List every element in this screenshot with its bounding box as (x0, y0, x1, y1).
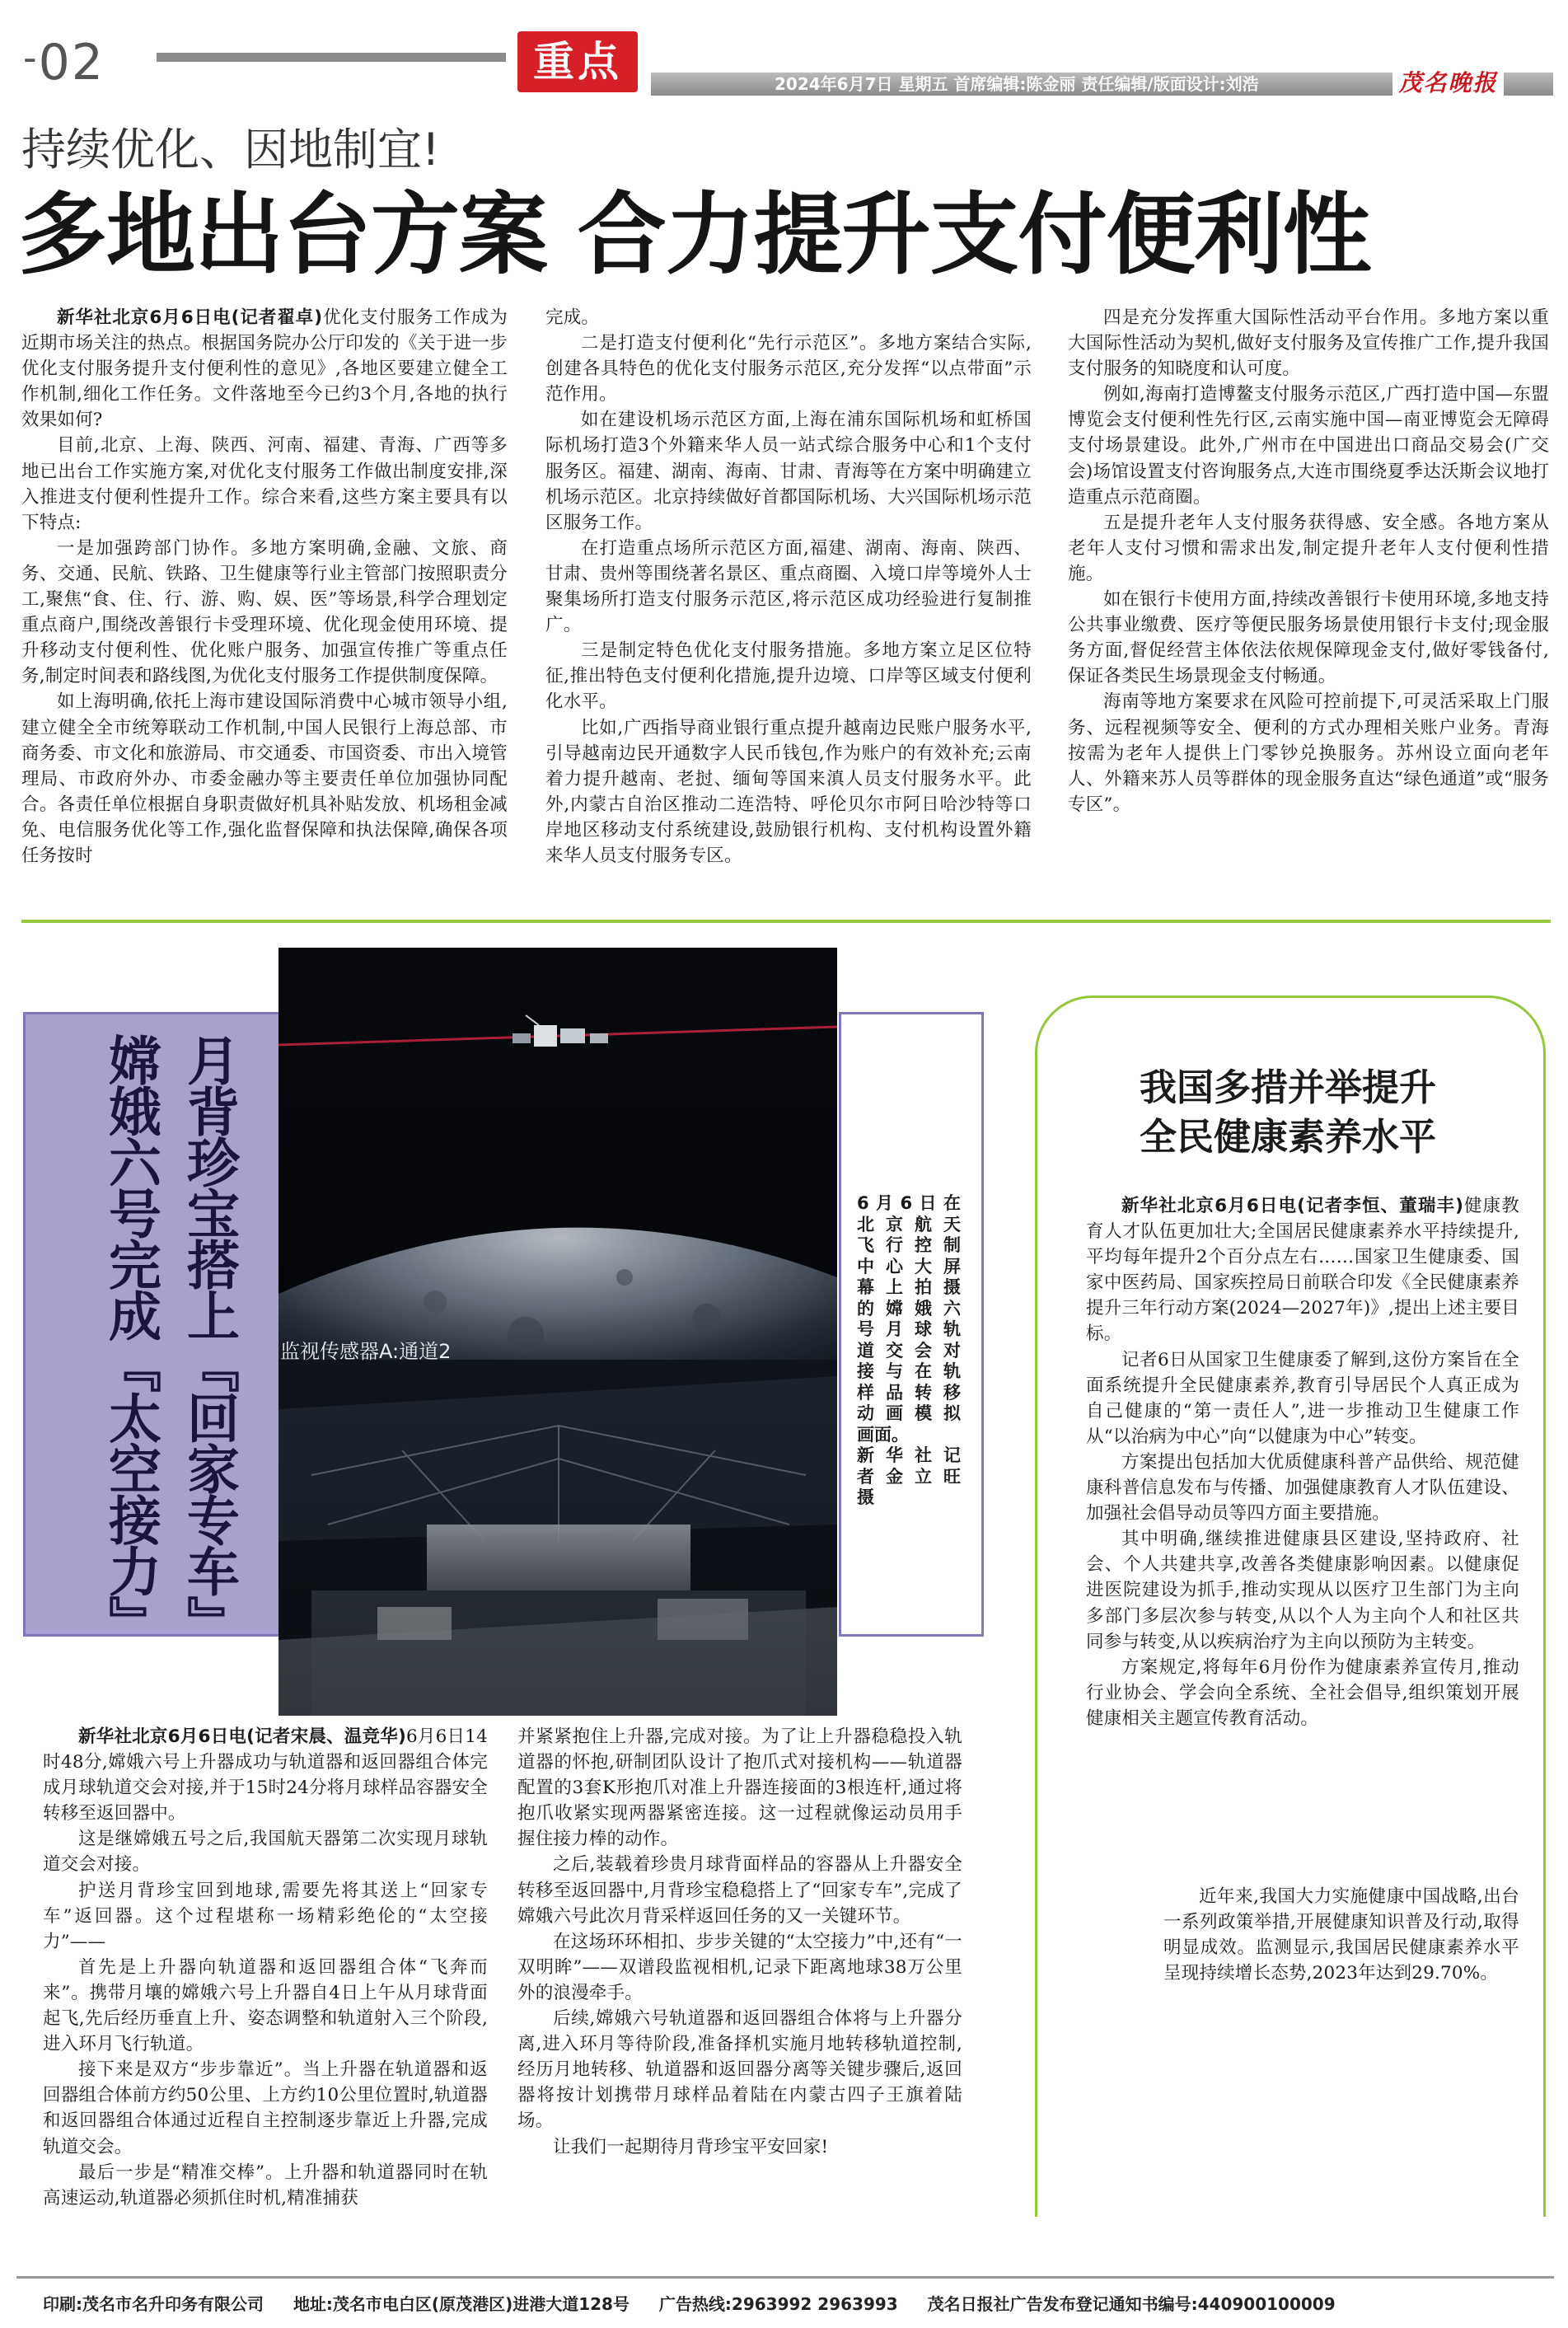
article3-headline-line1: 我国多措并举提升 (1139, 1066, 1436, 1109)
article3-frame-bottom-cover (1030, 2217, 1546, 2237)
article1-col3-p3: 五是提升老年人支付服务获得感、安全感。各地方案从老年人支付习惯和需求出发,制定提升老年人支付便利性措施。 (1068, 512, 1549, 584)
article1-col3 (1068, 305, 1549, 817)
article2-col1-p1: 6月6日14时48分,嫦娥六号上升器成功与轨道器和返回器组合体完成月球轨道交会对接,并于15时24分将月球样品容器安全转移至返回器中。 (43, 1726, 489, 1824)
header-rule-left (157, 53, 506, 62)
caption-line: 新华社记 (857, 1445, 961, 1465)
article2-col1-p6: 最后一步是“精准交棒”。上升器和轨道器同时在轨高速运动,轨道器必须抓住时机,精准捕获 (43, 2162, 488, 2209)
masthead-text: 茂名晚报 (1398, 69, 1498, 96)
footer-hotline: 广告热线:2963992 2963993 (658, 2294, 898, 2314)
article1-col2-p3: 如在建设机场示范区方面,上海在浦东国际机场和虹桥国际机场打造3个外籍来华人员一站式综合服务中心和1个支付服务区。福建、湖南、海南、甘肃、青海等在方案中明确建立机场示范区。北京持续做好首都国际机场、大兴国际机场示范区服务工作。 (545, 410, 1032, 533)
caption-line: 号月球轨 (857, 1319, 961, 1339)
footer-license: 茂名日报社广告发布登记通知书编号:440900100009 (927, 2294, 1336, 2314)
caption-line: 幕上拍摄 (857, 1277, 961, 1297)
article1-col1-p2: 目前,北京、上海、陕西、河南、福建、青海、广西等多地已出台工作实施方案,对优化支付服务工作做出制度安排,深入推进支付便利性提升工作。综合来看,这些方案主要具有以下特点: (21, 435, 508, 533)
footer-printer: 印刷:茂名市名升印务有限公司 (43, 2294, 264, 2314)
article1-col1 (21, 305, 508, 869)
article1-col3-p5: 海南等地方案要求在风险可控前提下,可灵活采取上门服务、远程视频等安全、便利的方式办理相关账户业务。青海按需为老年人提供上门零钞兑换服务。苏州设立面向老年人、外籍来苏人员等群体的现金服务直达“绿色通道”或“服务专区”。 (1068, 691, 1549, 815)
article1-col3-p4: 如在银行卡使用方面,持续改善银行卡使用环境,多地支持公共事业缴费、医疗等便民服务场景使用银行卡支付;现金服务方面,督促经营主体依法依规保障现金支付,做好零钱备付,保证各类民生场景现金支付畅通。 (1068, 589, 1549, 687)
caption-line: 中心大屏 (857, 1256, 961, 1276)
article1-col2-p5: 三是制定特色优化支付服务措施。多地方案立足区位特征,推出特色支付便利化措施,提升边境、口岸等区域支付便利化水平。 (545, 640, 1032, 713)
article3-headline-line2: 全民健康素养水平 (1139, 1115, 1436, 1159)
article2-headline-line2: 嫦娥六号完成『太空接力』 (100, 1033, 161, 1646)
article1-headline: 多地出台方案 合力提升支付便利性 (18, 184, 1371, 287)
article2-col1-p5: 接下来是双方“步步靠近”。当上升器在轨道器和返回器组合体前方约50公里、上方约10公里位置时,轨道器和返回器组合体通过近程自主控制逐步靠近上升器,完成轨道交会。 (43, 2059, 488, 2157)
caption-line: 动画模拟 (857, 1403, 961, 1423)
article1-col2-p1: 完成。 (545, 307, 600, 328)
article2-col2-p5: 让我们一起期待月背珍宝平安回家! (553, 2136, 829, 2157)
article3-lead: 新华社北京6月6日电(记者李恒、董瑞丰) (1121, 1196, 1464, 1216)
article2-caption (857, 1193, 961, 1509)
article2-col2-p1: 并紧紧抱住上升器,完成对接。为了让上升器稳稳投入轨道器的怀抱,研制团队设计了抱爪式对接机构——轨道器配置的3套K形抱爪对准上升器连接面的3根连杆,通过将抱爪收紧实现两器紧密连接。这一过程就像运动员用手握住接力棒的动作。 (517, 1726, 962, 1850)
article1-col2-p2: 二是打造支付便利化“先行示范区”。多地方案结合实际,创建各具特色的优化支付服务示范区,充分发挥“以点带面”示范作用。 (545, 333, 1032, 405)
page-number: -02 (23, 34, 105, 91)
article1-col3-p2: 例如,海南打造博鳌支付服务示范区,广西打造中国—东盟博览会支付便利性先行区,云南实施中国—南亚博览会无障碍支付场景建设。此外,广州市在中国进出口商品交易会(广交会)场馆设置支付咨询服务点,大连市围绕夏季达沃斯会议地打造重点示范商圈。 (1068, 384, 1549, 508)
article2-lead: 新华社北京6月6日电(记者宋晨、温竞华) (78, 1726, 406, 1747)
caption-line: 者金立旺 (857, 1466, 961, 1487)
caption-line: 6月6日在 (857, 1193, 961, 1213)
article2-col1 (43, 1724, 488, 2211)
article2-col2-p4: 后续,嫦娥六号轨道器和返回器组合体将与上升器分离,进入环月等待阶段,准备择机实施月地转移轨道控制,经历月地转移、轨道器和返回器分离等关键步骤后,返回器将按计划携带月球样品着陆在内蒙古四子王旗着陆场。 (517, 2008, 962, 2132)
article1-col2-p4: 在打造重点场所示范区方面,福建、湖南、海南、陕西、甘肃、贵州等围绕著名景区、重点商圈、入境口岸等境外人士聚集场所打造支付服务示范区,将示范区成功经验进行复制推广。 (545, 537, 1032, 636)
article2-headline-line1: 月背珍宝搭上『回家专车』 (178, 1033, 239, 1646)
article3-p3: 方案提出包括加大优质健康科普产品供给、规范健康科普信息发布与传播、加强健康教育人才队伍建设、加强社会倡导动员等四方面主要措施。 (1086, 1451, 1519, 1525)
article3-p4: 其中明确,继续推进健康县区建设,坚持政府、社会、个人共建共享,改善各类健康影响因素。以健康促进医院建设为抓手,推动实现从以医疗卫生部门为主向多部门多层次参与转变,从以个人为主向个人和社区共同参与转变,从以疾病治疗为主向以预防为主转变。 (1086, 1529, 1519, 1652)
article3-p2: 记者6日从国家卫生健康委了解到,这份方案旨在全面系统提升全民健康素养,教育引导居民个人真正成为自己健康的“第一责任人”,进一步推动卫生健康工作从“以治病为中心”向“以健康为中心”转变。 (1086, 1349, 1519, 1447)
article3-p5: 方案规定,将每年6月份作为健康素养宣传月,推动行业协会、学会向全系统、全社会倡导,组织策划开展健康相关主题宣传教育活动。 (1086, 1656, 1519, 1729)
article1-col2 (545, 305, 1032, 869)
article1-kicker: 持续优化、因地制宜! (21, 124, 440, 176)
footer-address: 地址:茂名市电白区(原茂港区)进港大道128号 (293, 2294, 630, 2314)
caption-line: 道交会对 (857, 1340, 961, 1361)
footer-bar (43, 2293, 1551, 2316)
caption-line: 画面。 (857, 1424, 909, 1445)
article1-col1-p1: 优化支付服务工作成为近期市场关注的热点。根据国务院办公厅印发的《关于进一步优化支付服务提升支付便利性的意见》,各地区要建立健全工作机制,细化工作任务。文件落地至今已约3个月,各地的执行效果如何? (21, 307, 508, 431)
caption-line: 摄 (857, 1487, 874, 1507)
section-divider (21, 920, 1551, 923)
caption-line: 飞行控制 (857, 1235, 961, 1255)
article2-col1-p2: 这是继嫦娥五号之后,我国航天器第二次实现月球轨道交会对接。 (43, 1829, 488, 1876)
article3-p1: 健康教育人才队伍更加壮大;全国居民健康素养水平持续提升,平均每年提升2个百分点左右……国家卫生健康委、国家中医药局、国家疾控局日前联合印发《全民健康素养提升三年行动方案(2024—2027年)》,提出上述主要目标。 (1086, 1196, 1519, 1345)
article3-tail (1163, 1884, 1519, 1986)
photo-overlay-text: 监视传感器A:通道2 (280, 1340, 452, 1363)
article3-body (1086, 1193, 1519, 1731)
article1-col1-p3: 一是加强跨部门协作。多地方案明确,金融、文旅、商务、交通、民航、铁路、卫生健康等行业主管部门按照职责分工,聚焦“食、住、行、游、购、娱、医”等场景,科学合理划定重点商户,围绕改善银行卡受理环境、优化现金使用环境、提升移动支付便利性、优化账户服务、加强宣传推广等重点任务,制定时间表和路线图,为优化支付服务工作提供制度保障。 (21, 537, 508, 687)
article1-col3-p1: 四是充分发挥重大国际性活动平台作用。多地方案以重大国际性活动为契机,做好支付服务及宣传推广工作,提升我国支付服务的知晓度和认可度。 (1068, 307, 1549, 380)
caption-line: 样品转移 (857, 1382, 961, 1403)
article1-col2-p6: 比如,广西指导商业银行重点提升越南边民账户服务水平,引导越南边民开通数字人民币钱包,作为账户的有效补充;云南着力提升越南、老挝、缅甸等国来滇人员支付服务水平。此外,内蒙古自治区推动二连浩特、呼伦贝尔市阿日哈沙特等口岸地区移动支付系统建设,鼓励银行机构、支付机构设置外籍来华人员支付服务专区。 (545, 717, 1032, 866)
header-info: 2024年6月7日 星期五 首席编辑:陈金丽 责任编辑/版面设计:刘浩 (775, 74, 1259, 94)
article2-col1-p4: 首先是上升器向轨道器和返回器组合体“飞奔而来”。携带月壤的嫦娥六号上升器自4日上午从月球背面起飞,先后经历垂直上升、姿态调整和轨道射入三个阶段,进入环月飞行轨道。 (43, 1956, 488, 2055)
caption-line: 接与在轨 (857, 1361, 961, 1381)
article3-tail-text: 近年来,我国大力实施健康中国战略,出台一系列政策举措,开展健康知识普及行动,取得明显成效。监测显示,我国居民健康素养水平呈现持续增长态势,2023年达到29.70%。 (1163, 1886, 1519, 1984)
article1-lead: 新华社北京6月6日电(记者翟卓) (57, 307, 323, 328)
article2-col2 (517, 1724, 962, 2160)
article2-photo (278, 948, 837, 1716)
article2-col2-p3: 在这场环环相扣、步步关键的“太空接力”中,还有“一双明眸”——双谱段监视相机,记录下距离地球38万公里外的浪漫牵手。 (517, 1931, 962, 2003)
article1-col1-p4: 如上海明确,依托上海市建设国际消费中心城市领导小组,建立健全全市统筹联动工作机制,中国人民银行上海总部、市商务委、市文化和旅游局、市交通委、市国资委、市出入境管理局、市政府外办、市委金融办等主要责任单位加强协同配合。各责任单位根据自身职责做好机具补贴发放、机场租金减免、电信服务优化等工作,强化监督保障和执法保障,确保各项任务按时 (21, 691, 508, 866)
article3-headline (1035, 1063, 1541, 1162)
article2-col2-p2: 之后,装载着珍贵月球背面样品的容器从上升器安全转移至返回器中,月背珍宝稳稳搭上了“回家专车”,完成了嫦娥六号此次月背采样返回任务的又一关键环节。 (517, 1854, 962, 1927)
caption-line: 北京航天 (857, 1214, 961, 1234)
footer-rule (16, 2276, 1554, 2279)
section-label: 重点 (533, 38, 622, 86)
caption-line: 的嫦娥六 (857, 1298, 961, 1319)
lunar-docking-image (278, 948, 837, 1716)
article2-col1-p3: 护送月背珍宝回到地球,需要先将其送上“回家专车”返回器。这个过程堪称一场精彩绝伦的“太空接力”—— (43, 1880, 488, 1952)
